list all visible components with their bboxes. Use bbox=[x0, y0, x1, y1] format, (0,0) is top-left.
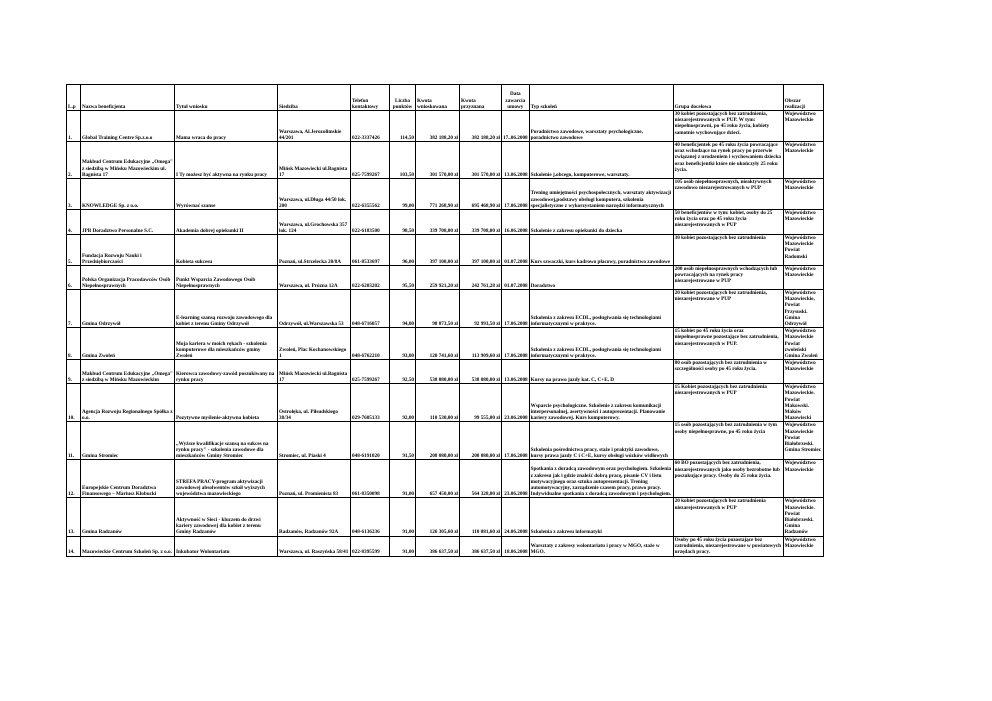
cell-requested: 126 305,60 zł bbox=[416, 498, 460, 536]
cell-name: Fundacja Rozwoju Nauki i Przedsiębiorczości bbox=[81, 235, 175, 266]
cell-name: JPB Doradztwo Personalne S.C. bbox=[81, 210, 175, 235]
cell-type: Szkolenie j.obcego, komputerowe, warsztaty. bbox=[529, 142, 673, 179]
cell-date: 18.06.2008 bbox=[502, 536, 530, 556]
cell-name: Europejskie Centrum Doradztwa Finansowego – Mariusz Kłobucki bbox=[81, 460, 175, 498]
table-row bbox=[67, 384, 824, 422]
cell-phone: 022-3337426 bbox=[351, 111, 390, 142]
cell-title: I Ty możesz być aktywna na rynku pracy bbox=[175, 142, 278, 179]
cell-date: 17.06.2008 bbox=[502, 422, 530, 460]
header-requested: Kwota wnioskowana bbox=[416, 85, 460, 111]
cell-group: 30 kobiet pozostających bez zatrudnienia bbox=[673, 235, 783, 266]
cell-points: 93,00 bbox=[390, 328, 416, 360]
document-page bbox=[66, 84, 824, 557]
cell-title: Kierowca zawodowy-zawód poszukiwany na rynku pracy bbox=[175, 360, 278, 384]
cell-points: 114,50 bbox=[390, 111, 416, 142]
cell-date: 13.06.2008 bbox=[502, 142, 530, 179]
cell-group: 105 osób niepełnosprawnych, nieaktywnych zawodowo niezarejestrowanych w PUP bbox=[673, 179, 783, 210]
cell-name: Gmina Odrzywół bbox=[81, 290, 175, 328]
cell-phone: 022-6355562 bbox=[351, 179, 390, 210]
cell-date: 17.06.2008 bbox=[502, 328, 530, 360]
table-row bbox=[67, 179, 824, 210]
table-header-row bbox=[67, 85, 824, 111]
cell-phone: 048-6716057 bbox=[351, 290, 390, 328]
cell-area: Województwo Mazowieckie, Powiat Przysuski. Gmina Odrzywół bbox=[783, 290, 823, 328]
cell-name: Makbud Centrum Edukacyjne „Omega" z siedzibą w Mińsku Mazowieckim bbox=[81, 360, 175, 384]
header-phone: Telefon kontaktowy bbox=[351, 85, 390, 111]
cell-name: Polska Organizacja Pracodawców Osób Niepełnosprawnych bbox=[81, 266, 175, 290]
cell-lp: 12. bbox=[67, 460, 81, 498]
cell-lp: 7. bbox=[67, 290, 81, 328]
cell-group: 200 osób niepełnosprawnych wchodzących lub powracających na rynek pracy niezarejestrowane w PUP bbox=[673, 266, 783, 290]
table-row bbox=[67, 210, 824, 235]
cell-phone: 022-6203202 bbox=[351, 266, 390, 290]
cell-title: Punkt Wsparcia Zawodowego Osób Niepełnosprawnych bbox=[175, 266, 278, 290]
cell-type: Doradztwo bbox=[529, 266, 673, 290]
cell-granted: 113 909,60 zł bbox=[460, 328, 502, 360]
beneficiaries-table bbox=[66, 84, 824, 557]
cell-points: 91,00 bbox=[390, 498, 416, 536]
cell-granted: 242 761,28 zł bbox=[460, 266, 502, 290]
cell-group: 80 osób pozostających bez zatrudnienia w szczególności osoby po 45 roku życia. bbox=[673, 360, 783, 384]
cell-area: Województwo Mazowieckie Powiat Radomski bbox=[783, 235, 823, 266]
cell-granted: 695 468,90 zł bbox=[460, 179, 502, 210]
cell-points: 92,50 bbox=[390, 360, 416, 384]
cell-group: Osoby po 45 roku życia pozostające bez zatrudnienia, niezarejestrowane w powiatowych urzędach pracy. bbox=[673, 536, 783, 556]
cell-requested: 657 450,00 zł bbox=[416, 460, 460, 498]
cell-phone: 025-7599267 bbox=[351, 360, 390, 384]
cell-granted: 208 080,00 zł bbox=[460, 422, 502, 460]
cell-name: Makbud Centrum Edukacyjne „Omega" z siedzibą w Mińsku Mazowieckim ul. Bagnista 17 bbox=[81, 142, 175, 179]
cell-granted: 339 708,00 zł bbox=[460, 210, 502, 235]
cell-lp: 10. bbox=[67, 384, 81, 422]
cell-date: 23.06.2008 bbox=[502, 384, 530, 422]
cell-points: 91,00 bbox=[390, 460, 416, 498]
cell-lp: 6. bbox=[67, 266, 81, 290]
header-seat: Siedziba bbox=[278, 85, 351, 111]
cell-name: Gmina Stromiec bbox=[81, 422, 175, 460]
cell-seat: Warszawa, Al.Jerozolimskie 44/201 bbox=[278, 111, 351, 142]
cell-title: Wyrównać szanse bbox=[175, 179, 278, 210]
cell-lp: 8. bbox=[67, 328, 81, 360]
cell-date: 23.06.2008 bbox=[502, 460, 530, 498]
cell-requested: 538 080,00 zł bbox=[416, 360, 460, 384]
cell-requested: 771 268,90 zł bbox=[416, 179, 460, 210]
cell-phone: 022-6183500 bbox=[351, 210, 390, 235]
cell-group: 30 kobiet pozostających bez zatrudnienia, niezarejestrowanych w PUP. W tym: niepełnosprawni, po 45 roku życia, kobiety samotnie wychowujące dzieci. bbox=[673, 111, 783, 142]
header-type: Typ szkoleń bbox=[529, 85, 673, 111]
cell-seat: Poznań, ul. Promienista 83 bbox=[278, 460, 351, 498]
table-row bbox=[67, 460, 824, 498]
cell-lp: 4. bbox=[67, 210, 81, 235]
cell-type: Spotkania z doradcą zawodowym oraz psychologiem. Szkolenia z zakresu jak i gdzie znaleźć dobrą pracę, pisanie CV i listu motywacyjnego oraz sztuka autoprezentacji. Trening automotywacyjny, zarządzenie czasem pracy, prawo pracy. Indywidualne spotkania z doradcą zawodowym i psychologiem. bbox=[529, 460, 673, 498]
cell-phone: 029-7605133 bbox=[351, 384, 390, 422]
cell-name: KNOWLEDGE Sp. z o.o. bbox=[81, 179, 175, 210]
cell-area: Województwo Mazowieckie bbox=[783, 360, 823, 384]
cell-lp: 14. bbox=[67, 536, 81, 556]
cell-granted: 397 100,00 zł bbox=[460, 235, 502, 266]
cell-area: Województwo Mazowieckie bbox=[783, 536, 823, 556]
cell-title: Inkubator Wolontariatu bbox=[175, 536, 278, 556]
cell-group: 20 kobiet pozostających bez zatrudnienia niezarejestrowanych w PUP bbox=[673, 498, 783, 536]
header-date: Data zawarcia umowy bbox=[502, 85, 530, 111]
cell-type: Szkolenia z zakresu informatyki bbox=[529, 498, 673, 536]
cell-seat: Stromiec, ul. Piaski 4 bbox=[278, 422, 351, 460]
cell-granted: 301 570,00 zł bbox=[460, 142, 502, 179]
cell-title: STREFA PRACY-program aktywizacji zawodowej absolwentów szkół wyższych województwa mazowieckiego bbox=[175, 460, 278, 498]
cell-requested: 110 530,00 zł bbox=[416, 384, 460, 422]
cell-date: 13.06.2008 bbox=[502, 360, 530, 384]
table-row bbox=[67, 360, 824, 384]
cell-group: 15 Kobiet pozostających bez zatrudnienia niezarejestrowanych w PUP bbox=[673, 384, 783, 422]
cell-title: Kobieta sukcesu bbox=[175, 235, 278, 266]
cell-granted: 382 188,20 zł bbox=[460, 111, 502, 142]
cell-name: Mazowieckie Centrum Szkoleń Sp. z o.o. bbox=[81, 536, 175, 556]
cell-lp: 9. bbox=[67, 360, 81, 384]
cell-type: Poradnictwo zawodowe, warsztaty psychologiczne, poradnictwo zawodowe bbox=[529, 111, 673, 142]
cell-name: Gmina Radzanów bbox=[81, 498, 175, 536]
cell-group: 50 beneficjentów w tym: kobiet, osoby do 25 roku życia oraz po 45 roku życia niezarejestrowanych w PUP bbox=[673, 210, 783, 235]
cell-area: Województwo Mazowieckie. Powiat Białobrzeski. Gmina Radzanów bbox=[783, 498, 823, 536]
cell-area: Województwo Mazowieckie. Powiat Makowski. Maków Mazowiecki bbox=[783, 384, 823, 422]
cell-area: Województwo Mazowieckie Powiat Białobrzeski. Gmina Stromiec bbox=[783, 422, 823, 460]
cell-title: Pozytywne myślenie-aktywna kobieta bbox=[175, 384, 278, 422]
cell-points: 96,00 bbox=[390, 235, 416, 266]
cell-seat: Warszawa, ul.Długa 44/50 lok. 200 bbox=[278, 179, 351, 210]
header-area: Obszar realizacji bbox=[783, 85, 823, 111]
table-row bbox=[67, 498, 824, 536]
table-row bbox=[67, 536, 824, 556]
cell-lp: 1. bbox=[67, 111, 81, 142]
cell-points: 99,00 bbox=[390, 179, 416, 210]
cell-phone: 025-7599267 bbox=[351, 142, 390, 179]
cell-seat: Zwoleń, Plac Kochanowskiego 1 bbox=[278, 328, 351, 360]
cell-date: 01.07.2008 bbox=[502, 235, 530, 266]
table-row bbox=[67, 266, 824, 290]
cell-title: E-learning szansą rozwoju zawodowego dla kobiet z terenu Gminy Odrzywół bbox=[175, 290, 278, 328]
cell-points: 94,00 bbox=[390, 290, 416, 328]
cell-granted: 564 328,00 zł bbox=[460, 460, 502, 498]
cell-name: Agencja Rozwoju Regionalnego Spółka z o.o. bbox=[81, 384, 175, 422]
cell-points: 91,50 bbox=[390, 422, 416, 460]
cell-requested: 397 100,00 zł bbox=[416, 235, 460, 266]
cell-lp: 3. bbox=[67, 179, 81, 210]
cell-group: 15 osób pozostających bez zatrudnienia w tym osoby niepełnosprawne, po 45 roku życia bbox=[673, 422, 783, 460]
cell-phone: 022-8395599 bbox=[351, 536, 390, 556]
cell-title: Moja kariera w moich rękach - szkolenia komputerowe dla mieszkańców gminy Zwoleń bbox=[175, 328, 278, 360]
cell-type: Kurs szwaczki, kurs kadrowo płacowy, poradnictwo zawodowe bbox=[529, 235, 673, 266]
cell-type: Szkolenie z zakresu opiekunki do dziecka bbox=[529, 210, 673, 235]
cell-points: 91,00 bbox=[390, 536, 416, 556]
cell-points: 103,50 bbox=[390, 142, 416, 179]
cell-lp: 11. bbox=[67, 422, 81, 460]
cell-area: Województwo Mazowieckie bbox=[783, 142, 823, 179]
cell-date: 17.06.2008 bbox=[502, 290, 530, 328]
cell-type: Szkolenia pośrednictwa pracy, staże i praktyki zawodowe, kursy prawa jazdy C i C+E, kursy obsługi wózków widłowych bbox=[529, 422, 673, 460]
cell-type: Szkolenia z zakresu ECDL, posługiwania się technologiami informatycznymi w praktyce. bbox=[529, 328, 673, 360]
header-title: Tytuł wniosku bbox=[175, 85, 278, 111]
cell-group: 15 kobiet po 45 roku życia oraz niepełnosprawne pozostające bez zatrudnienia, niezarejestrowanych w PUP. bbox=[673, 328, 783, 360]
header-group: Grupa docelowa bbox=[673, 85, 783, 111]
cell-type: Trening umiejętności psychospołecznych, warsztaty aktywizacji zawodowej,podstawy obsługi komputera, szkolenia specjalistyczne z wykorzystaniem narzędzi informatycznych bbox=[529, 179, 673, 210]
cell-granted: 92 993,50 zł bbox=[460, 290, 502, 328]
cell-phone: 048-6762210 bbox=[351, 328, 390, 360]
cell-requested: 386 637,50 zł bbox=[416, 536, 460, 556]
cell-title: Mama wraca do pracy bbox=[175, 111, 278, 142]
cell-granted: 110 081,60 zł bbox=[460, 498, 502, 536]
cell-phone: 061-8533697 bbox=[351, 235, 390, 266]
cell-requested: 339 708,00 zł bbox=[416, 210, 460, 235]
header-granted: Kwota przyznana bbox=[460, 85, 502, 111]
cell-phone: 061-8350098 bbox=[351, 460, 390, 498]
cell-area: Województwo Mazowieckie bbox=[783, 266, 823, 290]
cell-seat: Radzanów, Radzanów 92A bbox=[278, 498, 351, 536]
cell-seat: Warszawa, ul. Raszyńska 58/41 bbox=[278, 536, 351, 556]
header-name: Nazwa beneficjenta bbox=[81, 85, 175, 111]
table-row bbox=[67, 422, 824, 460]
cell-lp: 13. bbox=[67, 498, 81, 536]
cell-granted: 538 080,00 zł bbox=[460, 360, 502, 384]
cell-title: Aktywność w Sieci - kluczem do drzwi kariery zawodowej dla kobiet z terenu Gminy Radzanów bbox=[175, 498, 278, 536]
cell-name: Global Training Centre Sp.z.o.o bbox=[81, 111, 175, 142]
cell-granted: 386 637,50 zł bbox=[460, 536, 502, 556]
cell-lp: 5. bbox=[67, 235, 81, 266]
cell-type: Wsparcie psychologiczne. Szkolenie z zakresu komunikacji interpersonalnej, asertywności i autoprezentacji. Planowanie kariery zawodowej. Kurs komputerowy. bbox=[529, 384, 673, 422]
cell-group: 40 beneficjentek po 45 roku życia powracające oraz wchodzące na rynek pracy po przerwie związanej z urodzeniem i wychowaniem dziecka oraz beneficjentki które nie ukończyły 25 roku życia. bbox=[673, 142, 783, 179]
cell-seat: Warszawa, ul. Prózna 12A bbox=[278, 266, 351, 290]
cell-seat: Warszawa, ul.Grochowska 357 lok. 124 bbox=[278, 210, 351, 235]
cell-date: 17..06.2008 bbox=[502, 111, 530, 142]
cell-seat: Odrzywół, ul.Warszawska 53 bbox=[278, 290, 351, 328]
cell-group: 20 kobiet pozostających bez zatrudnienia, niezarejestrowane w PUP bbox=[673, 290, 783, 328]
cell-title: Akademia dobrej opiekunki II bbox=[175, 210, 278, 235]
cell-area: Województwo Mazowieckie bbox=[783, 210, 823, 235]
table-row bbox=[67, 328, 824, 360]
table-row bbox=[67, 290, 824, 328]
cell-type: Warsztaty z zakresy wolontariatu i pracy w MGO, staże w MGO. bbox=[529, 536, 673, 556]
cell-area: Województwo Mazowieckie bbox=[783, 460, 823, 498]
header-points: Liczba punktów bbox=[390, 85, 416, 111]
cell-points: 95,50 bbox=[390, 266, 416, 290]
cell-seat: Poznań, ul.Strzelecka 20/8A bbox=[278, 235, 351, 266]
cell-requested: 301 570,00 zł bbox=[416, 142, 460, 179]
cell-title: „Wyższe kwalifikacje szansą na sukces na rynku pracy" - szkolenia zawodowe dla mieszkańców Gminy Stromiec bbox=[175, 422, 278, 460]
cell-group: 60 BO pozostających bez zatrudnienia, niezarejestrowanych jako osoby bezrobotne lub poszukujące pracy. Osoby do 25 roku życia. bbox=[673, 460, 783, 498]
cell-lp: 2. bbox=[67, 142, 81, 179]
cell-area: Województwo Mazowieckie Powiat zwoleński Gmina Zwoleń bbox=[783, 328, 823, 360]
cell-requested: 120 741,60 zł bbox=[416, 328, 460, 360]
cell-seat: Mińsk Mazowiecki ul.Bagnista 17 bbox=[278, 360, 351, 384]
cell-type: Kursy na prawo jazdy kat. C, C+E, D bbox=[529, 360, 673, 384]
cell-requested: 259 921,20 zł bbox=[416, 266, 460, 290]
cell-points: 98,50 bbox=[390, 210, 416, 235]
cell-seat: Ostrołęka, ul. Piłsudskiego 38/34 bbox=[278, 384, 351, 422]
cell-phone: 048-6191020 bbox=[351, 422, 390, 460]
cell-date: 24.06.2008 bbox=[502, 498, 530, 536]
table-row bbox=[67, 142, 824, 179]
cell-requested: 208 080,00 zł bbox=[416, 422, 460, 460]
header-lp: L.p bbox=[67, 85, 81, 111]
cell-date: 01.07.2008 bbox=[502, 266, 530, 290]
cell-phone: 048-6136236 bbox=[351, 498, 390, 536]
table-row bbox=[67, 235, 824, 266]
table-row bbox=[67, 111, 824, 142]
cell-requested: 98 873,50 zł bbox=[416, 290, 460, 328]
cell-date: 16.06.2008 bbox=[502, 210, 530, 235]
cell-requested: 382 188,20 zł bbox=[416, 111, 460, 142]
cell-area: Województwo Mazowieckie bbox=[783, 111, 823, 142]
cell-granted: 99 555,00 zł bbox=[460, 384, 502, 422]
cell-points: 92,00 bbox=[390, 384, 416, 422]
cell-type: Szkolenia z zakresu ECDL, posługiwania się technologiami informatycznymi w praktyce. bbox=[529, 290, 673, 328]
cell-date: 17.06.2008 bbox=[502, 179, 530, 210]
cell-seat: Mińsk Mazowiecki ul.Bagnista 17 bbox=[278, 142, 351, 179]
cell-name: Gmina Zwoleń bbox=[81, 328, 175, 360]
cell-area: Województwo Mazowieckie bbox=[783, 179, 823, 210]
